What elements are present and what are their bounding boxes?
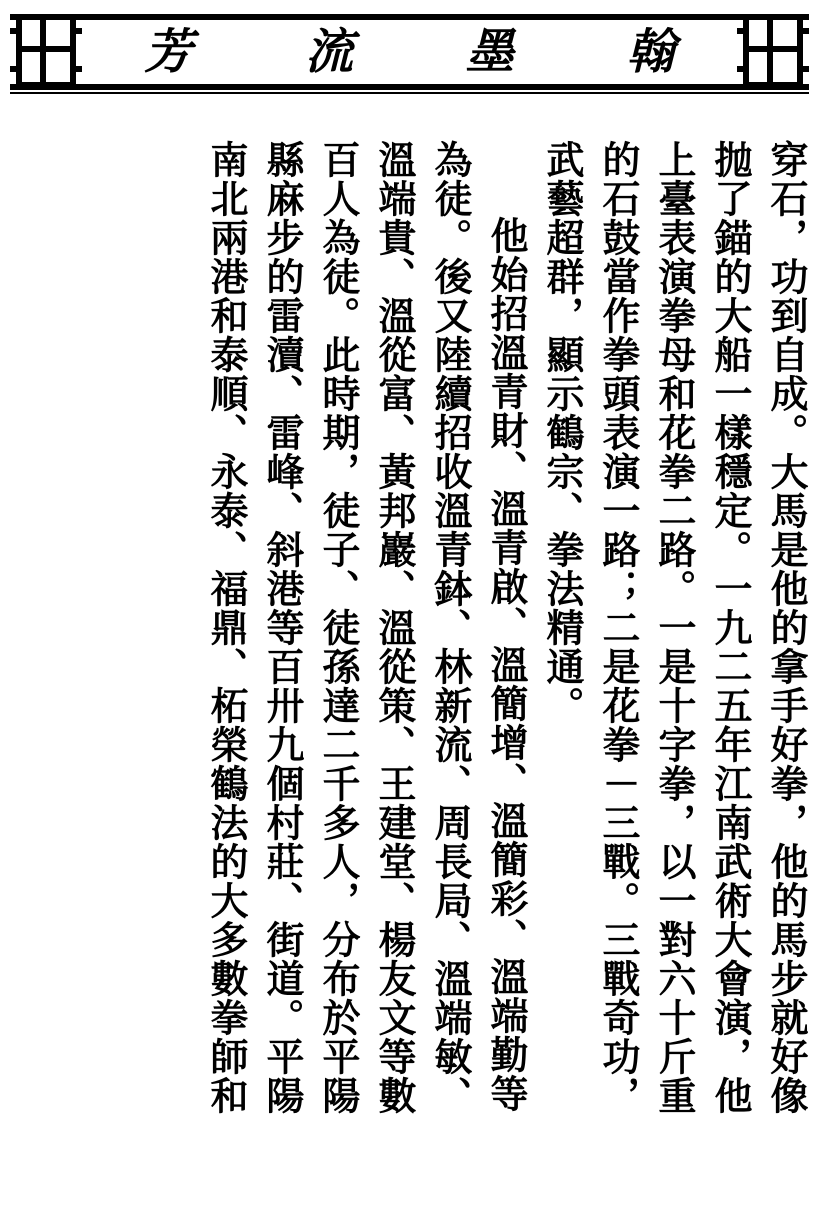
text-column: 南北兩港和泰順、永泰、福鼎、柘榮鶴法的大多數拳師和 (204, 140, 249, 1115)
text-column: 穿石，功到自成。大馬是他的拿手好拳，他的馬步就好像 (764, 140, 809, 1115)
ornament-nub (10, 66, 22, 72)
ornament-nub (797, 28, 809, 34)
text-column: 他始招溫青財、溫青啟、溫簡增、溫簡彩、溫端勤等 (484, 216, 529, 1113)
ornament-nub (70, 66, 82, 72)
lattice-ornament-icon-left (10, 8, 82, 94)
text-column: 上臺表演拳母和花拳二路。一是十字拳，以一對六十斤重 (652, 140, 697, 1115)
banner-title-char-3: 墨 (465, 24, 514, 80)
banner-title (88, 18, 731, 86)
text-column: 溫端貴、溫從富、黃邦巖、溫從策、王建堂、楊友文等數 (372, 140, 417, 1115)
banner-title-char-2: 流 (305, 24, 354, 80)
banner-bottom-rule-thin (10, 92, 809, 94)
ornament-nub (737, 28, 749, 34)
banner-title-char-1: 芳 (144, 24, 193, 80)
vertical-text-body (0, 140, 819, 1147)
banner-frame (10, 8, 809, 94)
ornament-nub (70, 28, 82, 34)
text-column: 百人為徒。此時期，徒子、徒孫達二千多人，分布於平陽 (316, 140, 361, 1115)
ornament-nub (797, 66, 809, 72)
ornament-nub (737, 66, 749, 72)
text-column: 抛了錨的大船一樣穩定。一九二五年江南武術大會演，他 (708, 140, 753, 1115)
page-header-banner (10, 8, 809, 94)
text-column: 為徒。後又陸續招收溫青鉢、林新流、周長局、溫端敏、 (428, 140, 473, 1115)
text-column: 武藝超群，顯示鶴宗、拳法精通。 (540, 140, 585, 725)
ornament-horizontal-bar (16, 46, 76, 52)
lattice-ornament-icon-right (737, 8, 809, 94)
text-column: 的石鼓當作拳頭表演一路；二是花拳－三戰。三戰奇功， (596, 140, 641, 1115)
text-column: 縣麻步的雷瀆、雷峰、斜港等百卅九個村莊、街道。平陽 (260, 140, 305, 1115)
banner-title-char-4: 翰 (626, 24, 675, 80)
ornament-horizontal-bar (743, 46, 803, 52)
ornament-nub (10, 28, 22, 34)
